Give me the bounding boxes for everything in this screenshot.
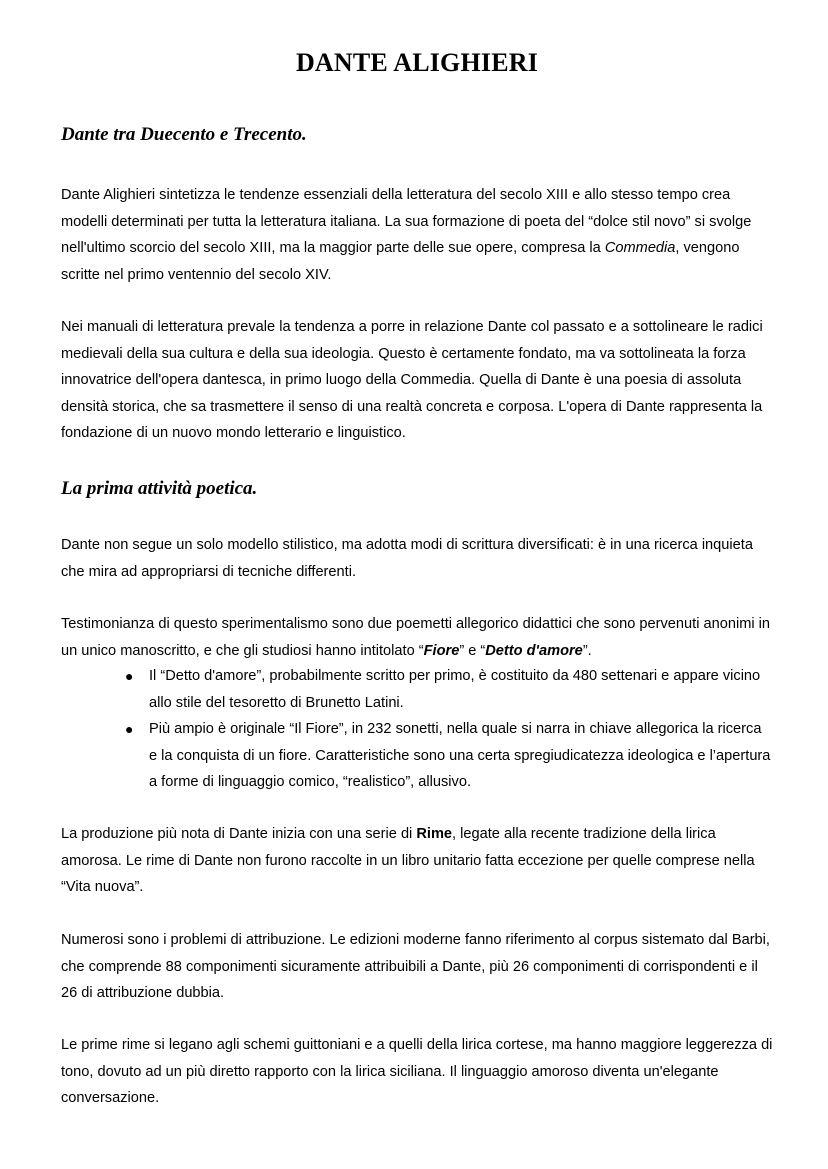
paragraph-testimonianza-text-a: Testimonianza di questo sperimentalismo sono due poemetti allegorico didattici che sono pervenuti anonimi in un unico manoscritto, e che gli studiosi hanno intitolato “ xyxy=(61,616,771,659)
paragraph-rime xyxy=(61,821,773,901)
paragraph-rime-text-b: , legate alla recente tradizione della lirica amorosa. Le rime di Dante non furono raccolte in un libro unitario fatta eccezione per quelle comprese nella “Vita nuova”. xyxy=(61,826,755,895)
list-item-text: Il “Detto d'amore”, probabilmente scritto per primo, è costituito da 480 settenari e appare vicino allo stile del tesoretto di Brunetto Latini. xyxy=(149,668,761,711)
poemetti-bullet-list xyxy=(61,663,773,796)
paragraph-intro-text-b: , vengono scritte nel primo ventennio del secolo XIV. xyxy=(61,240,740,283)
paragraph-attribuzione: Numerosi sono i problemi di attribuzione. Le edizioni moderne fanno riferimento al corpus sistemato dal Barbi, che comprende 88 componimenti sicuramente attribuibili a Dante, più 26 componimenti di corrispondenti e il 26 di attribuzione dubbia. xyxy=(61,932,770,1001)
paragraph-testimonianza-text-mid: ” e “ xyxy=(459,642,486,659)
section-heading-prima-attivita: La prima attività poetica. xyxy=(61,478,258,499)
bullet-icon: ● xyxy=(125,668,134,684)
paragraph-testimonianza xyxy=(61,611,773,664)
paragraph-rime-text-a: La produzione più nota di Dante inizia con una serie di xyxy=(61,826,417,842)
list-item-text: Più ampio è originale “Il Fiore”, in 232 sonetti, nella quale si narra in chiave allegorica la ricerca e la conquista di un fiore. Caratteristiche sono una certa spregiudicatezza ideologica e l’apertura a forme di linguaggio comico, “realistico”, allusivo. xyxy=(149,721,771,790)
paragraph-manuali: Nei manuali di letteratura prevale la tendenza a porre in relazione Dante col passato e a sottolineare le radici medievali della sua cultura e della sua ideologia. Questo è certamente fondato, ma va sottolineata la forza innovatrice dell'opera dantesca, in primo luogo della Commedia. Quella di Dante è una poesia di assoluta densità storica, che sa trasmettere il senso di una realtà concreta e corposa. L'opera di Dante rappresenta la fondazione di un nuovo mondo letterario e linguistico. xyxy=(61,319,763,441)
list-item xyxy=(61,663,773,716)
paragraph-prime-rime: Le prime rime si legano agli schemi guittoniani e a quelli della lirica cortese, ma hanno maggiore leggerezza di tono, dovuto ad un più diretto rapporto con la lirica siciliana. Il linguaggio amoroso diventa un'elegante conversazione. xyxy=(61,1037,773,1106)
paragraph-sperimentalismo: Dante non segue un solo modello stilistico, ma adotta modi di scrittura diversificati: è in una ricerca inquieta che mira ad appropriarsi di tecniche differenti. xyxy=(61,537,753,580)
detto-damore-title: Detto d'amore xyxy=(485,642,583,659)
bullet-icon: ● xyxy=(125,721,134,737)
page-title: DANTE ALIGHIERI xyxy=(295,48,539,77)
list-item xyxy=(61,716,773,796)
fiore-title: Fiore xyxy=(423,642,460,659)
paragraph-intro xyxy=(61,182,773,288)
paragraph-testimonianza-text-end: ”. xyxy=(582,642,592,659)
rime-bold: Rime xyxy=(416,826,453,842)
section-heading-duecento-trecento: Dante tra Duecento e Trecento. xyxy=(61,124,307,145)
paragraph-intro-text-a: Dante Alighieri sintetizza le tendenze essenziali della letteratura del secolo XIII e allo stesso tempo crea modelli determinati per tutta la letteratura italiana. La sua formazione di poeta del “dolce stil novo” si svolge nell'ultimo scorcio del secolo XIII, ma la maggior parte delle sue opere, compresa la xyxy=(61,187,752,256)
commedia-italic: Commedia xyxy=(604,240,676,256)
